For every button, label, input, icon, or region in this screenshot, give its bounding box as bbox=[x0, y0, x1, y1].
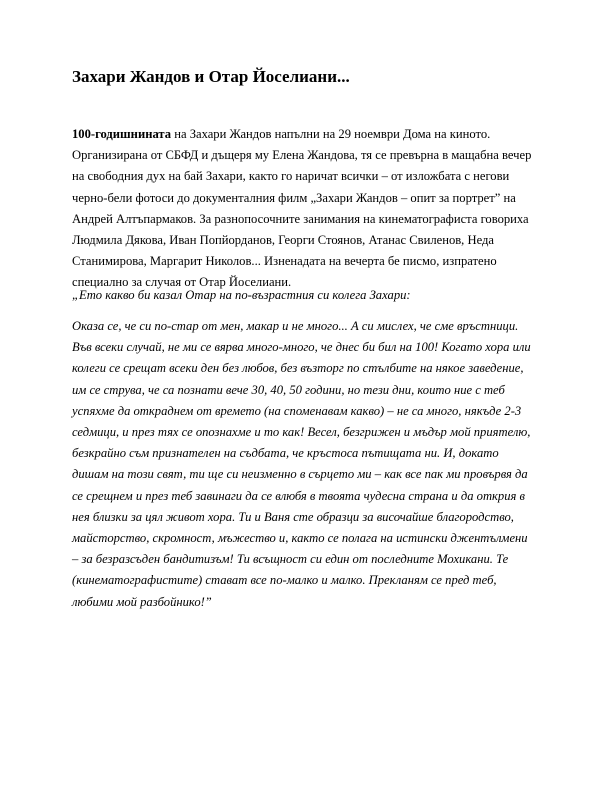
lead-bold-text: 100-годишнината bbox=[72, 127, 172, 141]
article-title: Захари Жандов и Отар Йоселиани... bbox=[72, 67, 350, 86]
quote-intro: „Ето какво би казал Отар на по-възрастния си колега Захари: bbox=[72, 288, 411, 302]
quote-body: Оказа се, че си по-стар от мен, макар и не много... А си мислех, че сме връстници. Във всеки случай, не ми се вярва много-много, че днес би бил на 100! Когато хора или колеги се срещат всеки ден без любов, без възторг по стълбите на някое заведение, им се струва, че са познати вече 30, 40, 50 години, но тези дни, които ние с теб успяхме да откраднем от времето (на споменавам какво) – не са много, някъде 2-3 седмици, и през тях се опознахме и то как! Весел, безгрижен и мъдър мой приятелю, безкрайно съм признателен на съдбата, че кръстоса пътищата ни. И, докато дишам на този свят, ти ще си неизменно в сърцето ми – как все пак ми провървя да се срещнем и през теб завинаги да се влюбя в твоята чудесна страна и да открия в нея близки за цял живот хора. Ти и Ваня сте образци за височайше благородство, майсторство, скромност, мъжество и, както се полага на истински джентълмени – за безразсъден бандитизъм! Ти всъщност си един от последните Мохикани. Те (кинематографистите) стават все по-малко и малко. Прекланям се пред теб, любими мой разбойнико!” bbox=[72, 319, 531, 609]
article-intro-paragraph bbox=[72, 124, 534, 294]
intro-text: на Захари Жандов напълни на 29 ноември Дома на киното. Организирана от СБФД и дъщеря му Елена Жандова, тя се превърна в мащабна вечер на свободния дух на бай Захари, както го наричат всички – от изложбата с негови черно-бели фотоси до документалния филм „Захари Жандов – опит за портрет” на Андрей Алтъпармаков. За разнопосочните занимания на кинематографиста говориха Людмила Дякова, Иван Попйорданов, Георги Стоянов, Атанас Свиленов, Неда Станимирова, Маргарит Николов... Изненадата на вечерта бе писмо, изпратено специално за случая от Отар Йоселиани. bbox=[72, 127, 532, 290]
